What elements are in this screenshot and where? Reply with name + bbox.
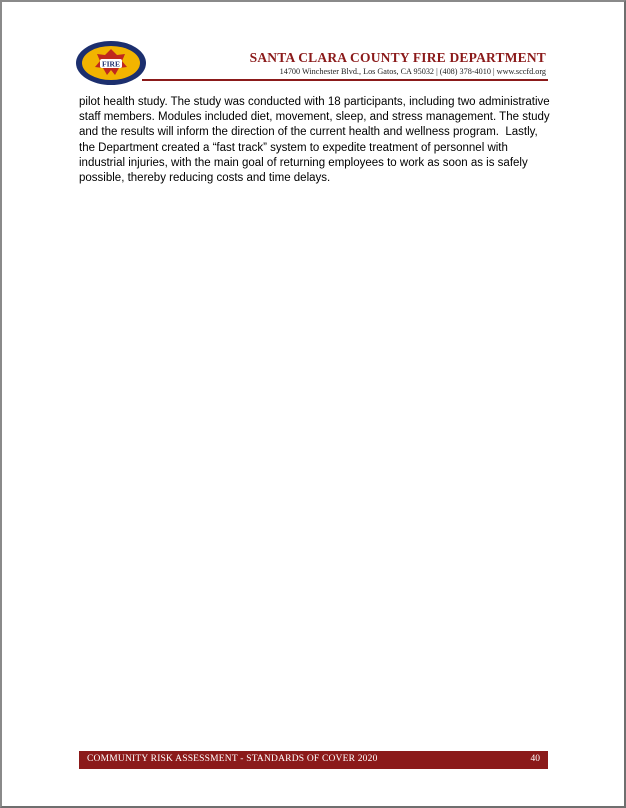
footer-title: COMMUNITY RISK ASSESSMENT - STANDARDS OF COVER 2020 <box>87 754 378 764</box>
page-number: 40 <box>530 754 540 764</box>
page-footer <box>79 751 548 769</box>
header-divider <box>142 79 548 81</box>
department-address: 14700 Winchester Blvd., Los Gatos, CA 95032 | (408) 378-4010 | www.sccfd.org <box>279 67 546 76</box>
body-paragraph: pilot health study. The study was conducted with 18 participants, including two administrative staff members. Modules included diet, movement, sleep, and stress management. The study and the results will inform the direction of the current health and wellness program. Lastly, the Department created a “fast track” system to expedite treatment of personnel with industrial injuries, with the main goal of returning employees to work as soon as is safely possible, thereby reducing costs and time delays. <box>79 96 553 185</box>
department-name: SANTA CLARA COUNTY FIRE DEPARTMENT <box>249 50 546 65</box>
fire-department-seal-icon <box>74 40 148 86</box>
svg-text:FIRE: FIRE <box>102 59 120 69</box>
